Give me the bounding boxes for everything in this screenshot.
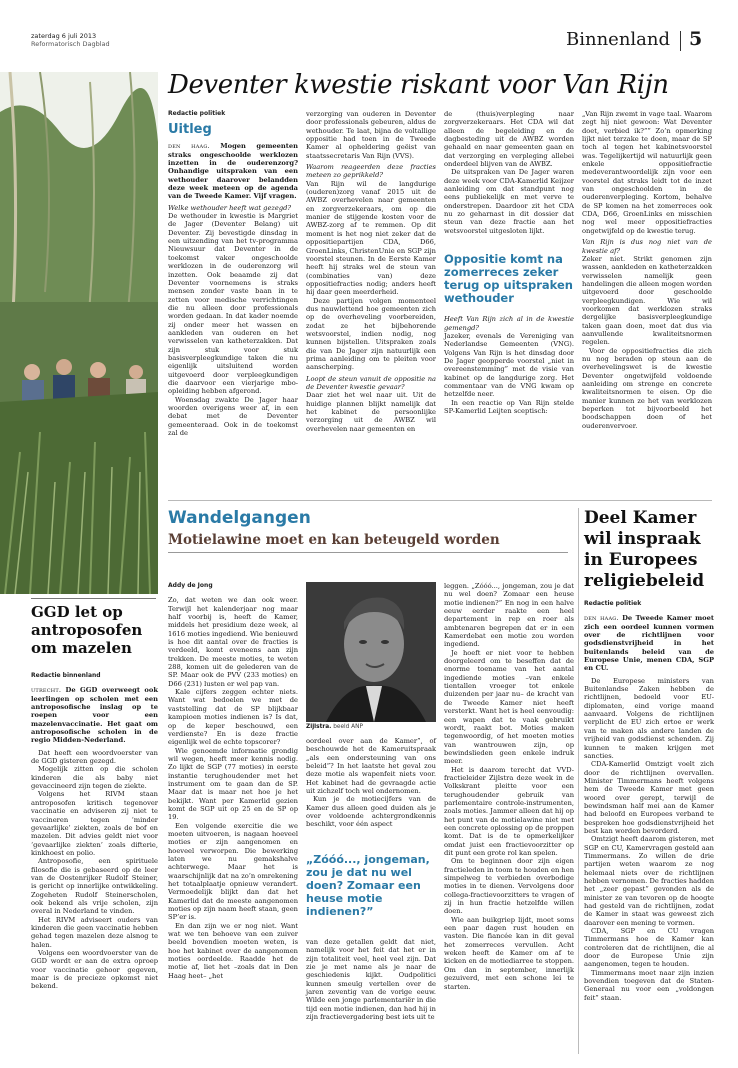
ggd-p3: Volgens het RIVM staan antroposofen kritisch tegenover vaccinatie en adviseren zij niet te vaccineren tegen ‘minder gevaarlijke’ ziekten, zoals de bof en mazelen. Dit advies geldt niet voor ‘gevaarlijke ziekten’ zoals difterie, kinkhoest en polio. [31,790,158,857]
zijlstra-portrait [306,582,436,722]
wandel-c3-p1: leggen. „Zóóó..., jongeman, zou je dat nu wel doen? Zomaar een heuse motie indienen?” En nog in een halve eeuw eerder raakte een heel departement in rep en roer als ambtenaren begrepen dat er in een Kamerdebat een motie zou worden ingediend. [444,582,574,649]
main-column-4 [582,110,712,430]
ggd-p1: Dat heeft een woordvoerster van de GGD gisteren gezegd. [31,748,158,766]
main-lead: Mogen gemeenten straks ongeschoolde werklozen inzetten in de ouderenzorg? Onhandige uitspraken van een wethouder daarover belandden deze week meteen op de agenda van de Tweede Kamer. Vijf vragen. [168,142,298,201]
photo-caption [306,724,436,731]
paper-name: Reformatorisch Dagblad [31,40,110,48]
main-dateline: den haag. [168,142,210,151]
ggd-rule [31,598,156,599]
eu-p4: CDA, SGP en CU vragen Timmermans hoe de Kamer kan controleren dat de richtlijnen, die al door de Europese Unie zijn aangenomen, tegen te houden. [584,927,714,969]
wandel-c3-p4: Om te beginnen door zijn eigen fractieleden in toom te houden en hen simpelweg te verbieden overbodige moties in te dienen. Vervolgens door collega-fractievoorzitters te vragen of zij in hun fractie hetzelfde willen doen. [444,857,574,916]
wandel-column-2b [306,938,436,1021]
eu-p2: CDA-Kamerlid Omtzigt voelt zich door de richtlijnen overvallen. Minister Timmermans heeft volgens hem de Tweede Kamer met geen woord over gerept, terwijl de bewindsman half mei aan de Kamer had beloofd en Europees verband te bespreken hoe godsdienstvrijheid het best kan worden bevorderd. [584,760,714,835]
main-c3-p3: Jazeker, evenals de Vereniging van Nederlandse Gemeenten (VNG). Volgens Van Rijn is het dinsdag door De Jager geopperde voorstel „niet in overeenstemming” met de visie van kabinet op de langdurige zorg. Het commentaar van de VNG kwam op hetzelfde neer. [444,331,574,399]
wandel-c2-p1: oordeel over aan de Kamer”, of beschouwde het de Kameruitspraak „als een ondersteuning van ons beleid”? In het laatste het geval zou deze motie als wapenfeit niets voor. Het kabinet had de gevraagde actie uit zichzelf toch wel ondernomen. [306,737,436,796]
main-headline: Deventer kwestie riskant voor Van Rijn [168,70,669,100]
ggd-p4: Antroposofie, een spirituele filosofie die is gebaseerd op de leer van de Oostenrijker Rudolf Steiner, is gericht op innerlijke ontwikkeling. Zogeheten Rudolf Steinerscholen, ook bekend als vrije scholen, zijn overal in Nederland te vinden. [31,857,158,916]
main-q2: Waarom reageerden deze fracties meteen zo geprikkeld? [306,163,436,180]
main-c2-p4: Daar ziet het wel naar uit. Uit de huidige plannen blijkt namelijk dat het kabinet de persoonlijke verzorging uit de AWBZ wil overhevelen naar gemeenten en [306,391,436,433]
section-label: Binnenland [566,29,671,50]
wandel-column-1 [168,582,298,980]
main-pull-head: Oppositie komt na zomerreces zeker terug op uitspraken wethouder [444,252,573,306]
ggd-column [31,672,158,991]
main-q5: Van Rijn is dus nog niet van de kwestie af? [582,238,712,255]
caption-name: Zijlstra. [306,724,332,730]
main-subhead: Uitleg [168,122,212,138]
eu-divider [578,508,579,1054]
eu-dateline: den haag. [584,614,619,623]
eu-headline: Deel Kamer wil inspraak in Europees religiebeleid [584,508,705,591]
main-c4-p3: Voor de oppositiefracties die zich nu nog beraden op steun aan de overhevelingswet is de kwestie Deventer ongetwijfeld voldoende aanleiding om strenge en concrete kwaliteitsnormen te eisen. Op die manier kunnen ze het van werklozen beperken tot bijvoorbeeld het boodschappen doen of het ouderenvervoer. [582,346,712,430]
wandel-rule [168,552,568,553]
main-c2-p3: Deze partijen volgen momenteel dus nauwlettend hoe gemeenten zich op de overheveling voorbereiden, zodat ze het bijbehorende wetsvoorstel, indien nodig, nog kunnen bijstellen. Uitspraken zoals die van De Jager zijn natuurlijk een prima aanleiding om te pleiten voor aanscherping. [306,296,436,372]
ggd-p6: Volgens een woordvoerster van de GGD wordt er aan de extra oproep voor vaccinatie gehoor gegeven, maar is de precieze opkomst niet bekend. [31,949,158,991]
main-c3-p1: de (thuis)verpleging naar zorgverzekeraars. Het CDA wil dat alleen de begeleiding en de dagbesteding uit de AWBZ worden gehaald en naar gemeenten gaan en dat verzorging en verpleging allebei onderdeel blijven van de AWBZ. [444,110,574,169]
eu-p1: De Europese ministers van Buitenlandse Zaken hebben de richtlijnen, bedoeld voor EU-diplomaten, eind vorige maand aanvaard. Volgens de richtlijnen verplicht de EU zich ertoe er werk van te maken als andere landen de vrijheid van godsdienst schenden. Zij kunnen te maken krijgen met sancties. [584,676,714,760]
eu-p5: Timmermans moet naar zijn inzien bovendien toegeven dat de Staten-Generaal nu voor een „voldongen feit” staan. [584,968,714,1002]
ggd-byline: Redactie binnenland [31,672,101,679]
main-c4-p2: Zeker niet. Strikt genomen zijn wassen, aankleden en katheterzakken verwisselen namelijk geen handelingen die alleen mogen worden uitgevoerd door geschoolde verpleegkundigen. Wie wil voorkomen dat werklozen straks dergelijke basisverpleegkundige taken gaan doen, moet dat dus via aanvullende kwaliteitsnormen regelen. [582,254,712,347]
eu-byline: Redactie politiek [584,600,642,607]
wandel-c3-p5: Wie aan buikgriep lijdt, moet soms een paar dagen rust houden en vasten. Die fiancée kan in dit geval het zomerreces vervullen. Acht weken heeft de Kamer om af te kicken en de motiediarree te stoppen. Om dan in september, innerlijk gezuiverd, met een schone lei te starten. [444,915,574,991]
ggd-p2: Mogelijk zitten op die scholen kinderen die als baby niet gevaccineerd zijn tegen de ziekte. [31,765,158,791]
wandel-section: Wandelgangen [168,508,311,528]
main-c2-p2: Van Rijn wil de langdurige (ouderen)zorg vanaf 2015 uit de AWBZ overhevelen naar gemeenten en zorgverzekeraars, om op die manier de stijgende kosten voor de AWBZ-zorg af te remmen. Op dit moment is het nog niet zeker dat de oppositiepartijen CDA, D66, GroenLinks, ChristenUnie en SGP zijn voorstel steunen. In de Eerste Kamer heeft hij straks wel de steun van (combinaties van) deze oppositiefracties nodig; anders heeft hij daar geen meerderheid. [306,179,436,297]
ggd-headline: GGD let op antroposofen om mazelen [31,603,143,657]
ggd-lead: De GGD overweegt ook leerlingen op scholen met een antroposofische inslag op te roepen voor een mazelenvaccinatie. Het gaat om antroposofische scholen in de regio Midden-Nederland. [31,686,158,745]
wandel-c1-p4: Een volgende exercitie die we moeten uitvoeren, is nagaan hoeveel moties er zijn aangenomen en hoeveel verworpen. Die bewerking laten we nu gemakshalve achterwege. Maar het is waarschijnlijk dat na zo’n omrekening het totaalplaatje opnieuw verandert. Vermoedelijk blijkt dan dat het Kamerlid dat de meeste aangenomen moties op zijn naam heeft staan, geen SP’er is. [168,821,298,922]
page-number: 5 [689,28,703,50]
main-c3-p2: De uitspraken van De Jager waren deze week voor CDA-Kamerlid Keijzer aanleiding om dat standpunt nog eens publiekelijk en met verve te onderstrepen. Daardoor zit het CDA nu zo geharnast in dit dossier dat steun van deze fractie aan het wetsvoorstel uitgesloten lijkt. [444,168,574,235]
eu-column [584,600,714,1002]
main-q1: Welke wethouder heeft wat gezegd? [168,203,292,212]
main-column-2 [306,110,436,433]
main-c1-p1: De wethouder in kwestie is Margriet de Jager (Deventer Belang) uit Deventer. Zij bevestigde dinsdag in een uitzending van het tv-programma Nieuwsuur dat Deventer in de toekomst vaker ongeschoolde werklozen in de ouderenzorg wil inzetten. Ook beaamde zij dat Deventer voornemens is straks mensen zonder vaste baan in te zetten voor medische verrichtingen die nu alleen door professionals worden gedaan. In dat kader noemde zij onder meer het wassen en aankleden van ouderen en het verwisselen van katheterzakken. Dat zijn stuk voor stuk basisverpleegkundige taken die nu eigenlijk uitsluitend worden uitgevoerd door verpleegkundigen die daarvoor een vierjarige mbo-opleiding hebben afgerond. [168,212,298,396]
wandel-c1-p1: Zo, dat weten we dan ook weer. Terwijl het kalenderjaar nog maar half voorbij is, heeft de Kamer, middels het presidium deze week, al 1616 moties ingediend. Wie benieuwd is hoe dit aantal over de fracties is verdeeld, komt eveneens aan zijn trekken. De meeste moties, te weten 288, komen uit de gelederen van de SP. Maar ook de PVV (233 moties) en D66 (231) lusten er wel pap van. [168,596,298,688]
wandel-c3-p2: Je hoeft er niet voor te hebben doorgeleerd om te beseffen dat de enorme toename van het aantal ingediende moties –van enkele tientallen vroeger tot enkele duizenden per jaar nu– de kracht van de Tweede Kamer niet heeft versterkt. Want het is heel eenvoudig: een wapen dat te vaak gebruikt wordt, raakt bot. Moties maken tegenwoordig, of het moeten moties van wantrouwen zijn, op bewindslieden geen enkele indruk meer. [444,648,574,766]
masthead-date [31,32,110,48]
wandel-column-2 [306,737,436,829]
eu-lead: De Tweede Kamer moet zich een oordeel kunnen vormen over de richtlijnen voor godsdienstvrijheid in het buitenlands beleid van de Europese Unie, menen CDA, SGP en CU. [584,614,714,673]
issue-date: zaterdag 6 juli 2013 [31,32,97,40]
main-column-3 [444,110,574,415]
wandel-c1-p5: En dan zijn we er nog niet. Want wat we ten behoeve van een zuiver beeld bovendien moeten weten, is hoe het kabinet over de aangenomen moties oordeelde. Raadde het de motie af, liet het –zoals dat in Den Haag heet– „het [168,921,298,980]
photo-illustration [0,72,158,594]
wandel-column-3 [444,582,574,991]
wandel-headline: Motielawine moet en kan beteugeld worden [168,532,500,548]
ggd-p5: Het RIVM adviseert ouders van kinderen die geen vaccinatie hebben gehad tegen mazelen deze alsnog te halen. [31,915,158,949]
wandel-c2b-p1: van deze getallen geldt dat niet, namelijk voor het feit dat het er in zijn totaliteit veel, heel veel zijn. Dat zie je met name als je naar de geschiedenis kijkt. Oudpolitici kunnen smeuïg vertellen over de jaren zeventig van de vorige eeuw. Wilde een jonge parlementariër in die tijd een motie indienen, dan had hij in zijn fractievergadering best iets uit te [306,938,436,1022]
section-rule [168,500,712,501]
main-q4: Heeft Van Rijn zich al in de kwestie gemengd? [444,315,574,332]
zijlstra-photo [306,582,436,722]
main-c1-p2: Woensdag zwakte De Jager haar woorden overigens weer af, in een debat met de Deventer gemeenteraad. Ook in de toekomst zal de [168,395,298,438]
wandel-c1-p2: Kale cijfers zeggen echter niets. Want wat bedoelen we met de vaststelling dat de SP blijkbaar kampioen moties indienen is? Is dat, op de keper beschouwd, een verdienste? En is deze fractie eigenlijk wel de echte topscorer? [168,688,298,747]
caption-credit: beeld ANP [333,724,363,730]
main-q3: Loopt de steun vanuit de oppositie na de Deventer kwestie gevaar? [306,374,436,391]
caregivers-photo [0,72,158,594]
main-column-1 [168,110,298,437]
eu-p3: Omtzigt heeft daarom gisteren, met SGP en CU, Kamervragen gesteld aan Timmermans. Zo willen de drie partijen weten waarom ze nog helemaal niets over de richtlijnen hebben vernomen. De fracties hadden het „zeer gepast” gevonden als de minister ze van tevoren op de hoogte had gesteld van de richtlijnen, zodat de Kamer in staat was geweest zich daarover een mening te vormen. [584,835,714,927]
wandel-c3-p3: Het is daarom terecht dat VVD-fractieleider Zijlstra deze week in de Volkskrant pleitte voor een terughoudender gebruik van parlementaire controle-instrumenten, zoals moties. Jammer alleen dat hij op het punt van de motielawine niet met een concrete oplossing op de proppen komt. Dat is de te opmerkelijker omdat juist een fractievoorzitter op dit punt een grote rol kan spelen. [444,765,574,857]
section-divider [680,31,681,51]
wandel-byline: Addy de Jong [168,582,213,589]
wandel-pullquote: „Zóóó..., jongeman, zou je dat nu wel doen? Zomaar een heuse motie indienen?” [306,853,430,918]
main-byline: Redactie politiek [168,110,226,117]
main-c3-p4: In een reactie op Van Rijn stelde SP-Kamerlid Leijten sceptisch: [444,398,574,415]
main-c4-p1: „Van Rijn zwemt in vage taal. Waarom zegt hij niet gewoon: Wat Deventer doet, verbied ik?”” Zo’n opmerking lijkt niet terzake te doen, maar de SP toch al tegen het kabinetsvoorstel was. Tegelijkertijd wil natuurlijk geen enkele oppositiefractie medeverantwoordelijk zijn voor een voorstel dat straks leidt tot de inzet van ongeschoolden in de ouderenverpleging. Kortom, behalve de SP komen na het zomerreces ook CDA, D66, GroenLinks en misschien nog wel meer oppositiefracties ongetwijfeld op de kwestie terug. [582,110,712,235]
main-c2-p1: verzorging van ouderen in Deventer door professionals gebeuren, aldus de wethouder. Te laat, bijna de voltallige oppositie had toen in de Tweede Kamer al opheldering geëist van staatssecretaris Van Rijn (VVS). [306,110,436,160]
ggd-dateline: utrecht. [31,686,62,695]
wandel-c1-p3: Wie genoemde informatie grondig wil wegen, heeft meer kennis nodig. Zo lijkt de SGP (77 moties) in eerste instantie terughoudender met het instrument om te gaan dan de SP. Maar dat is maar net hoe je het bekijkt. Want per Kamerlid gezien komt de SGP uit op 25 en de SP op 19. [168,746,298,822]
wandel-c2-p2: Kun je de motiecijfers van de Kamer dus alleen goed duiden als je over voldoende achtergrondkennis beschikt, voor één aspect [306,795,436,829]
